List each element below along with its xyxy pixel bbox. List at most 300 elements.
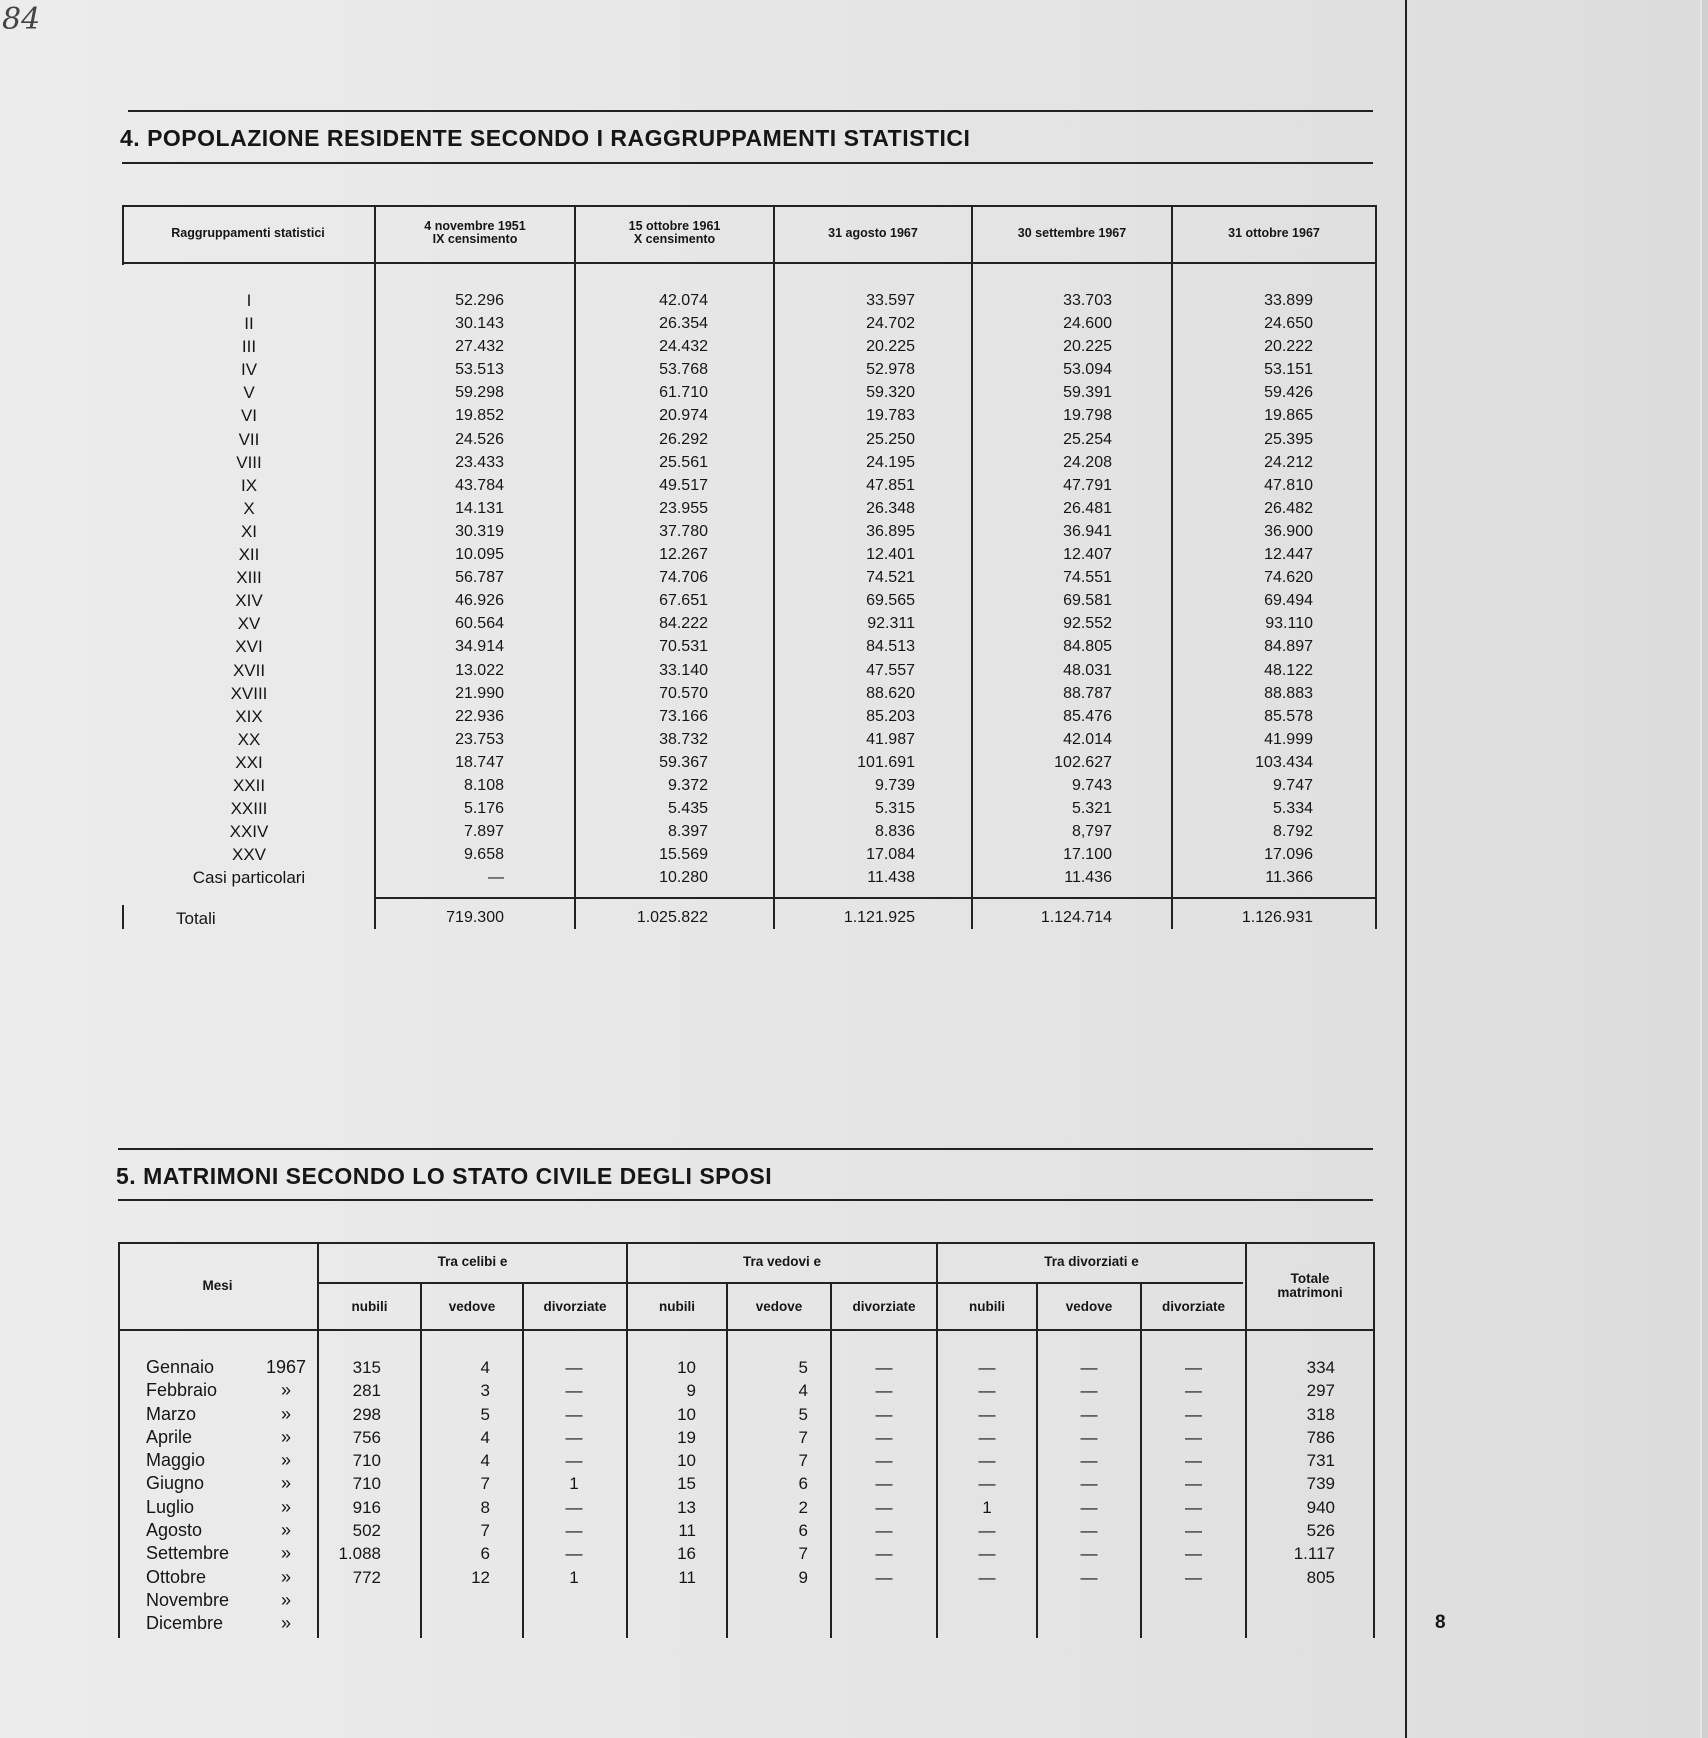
table-cell: 8.792 (1272, 823, 1313, 841)
table-cell: 5.435 (667, 800, 708, 818)
row-label: XXIV (229, 822, 269, 842)
table-cell: 24.702 (866, 315, 915, 333)
month-name: Agosto (146, 1520, 203, 1541)
table-cell: 772 (352, 1567, 381, 1587)
marriages-column (422, 1356, 490, 1636)
header-ottobre-1967: 31 ottobre 1967 (1228, 225, 1320, 240)
table-cell: 48.122 (1264, 661, 1313, 679)
table-cell: 5 (798, 1358, 808, 1377)
month-year: » (280, 1543, 291, 1564)
table-cell: — (1080, 1427, 1098, 1447)
table-cell: 13 (677, 1497, 696, 1517)
row-label: II (244, 314, 254, 334)
table-cell: — (1080, 1521, 1098, 1541)
table-cell: — (565, 1497, 583, 1517)
table-cell: 10 (677, 1404, 696, 1424)
table-cell: 24.650 (1264, 315, 1313, 333)
table-cell: — (488, 869, 504, 887)
table-cell: 74.706 (659, 569, 708, 587)
table-cell (938, 1589, 1036, 1612)
table-cell: 46.926 (455, 592, 504, 610)
table-cell: 8.397 (667, 823, 708, 841)
subheader-vedove: vedove (755, 1298, 803, 1314)
table-cell: 17.084 (866, 846, 915, 864)
table-cell: 10.280 (659, 869, 708, 887)
table-cell: 59.367 (659, 753, 708, 771)
table-cell: 8,797 (1071, 823, 1112, 841)
header-1951: 4 novembre 1951 IX censimento (424, 219, 526, 246)
table-cell: 4 (798, 1381, 808, 1401)
table-cell: — (978, 1474, 996, 1494)
table-cell: — (565, 1358, 583, 1377)
table-cell: 25.395 (1264, 430, 1313, 448)
subheader-vedove: vedove (448, 1298, 496, 1314)
row-label: VII (238, 429, 260, 449)
table-cell: 38.732 (659, 730, 708, 748)
table-cell: 5.334 (1272, 800, 1313, 818)
marriages-column (728, 1356, 808, 1636)
table-cell: — (875, 1451, 893, 1471)
row-label: XI (240, 521, 258, 541)
table-cell: 33.703 (1063, 292, 1112, 309)
table-cell (628, 1612, 696, 1635)
table-cell: 74.620 (1264, 569, 1313, 587)
table-cell: 1 (982, 1497, 992, 1517)
table-cell: 53.768 (659, 361, 708, 379)
table-cell: 85.476 (1063, 707, 1112, 725)
table-cell: 15 (677, 1474, 696, 1494)
table-cell (832, 1589, 936, 1612)
month-name: Marzo (146, 1403, 197, 1424)
population-table (122, 205, 1375, 929)
month-year: » (280, 1426, 291, 1447)
table-cell: — (1080, 1544, 1098, 1564)
table-cell: — (1185, 1474, 1202, 1494)
total-1961: 1.025.822 (636, 909, 708, 926)
table-cell: 88.620 (866, 684, 915, 702)
table-cell: 12.401 (866, 546, 915, 564)
month-year: 1967 (265, 1357, 307, 1377)
month-row (146, 1403, 326, 1426)
month-name: Maggio (146, 1450, 206, 1471)
row-label: XVI (235, 637, 263, 657)
row-label: XIV (235, 591, 263, 611)
table-cell: 88.883 (1264, 684, 1313, 702)
table-cell: 92.311 (867, 615, 915, 633)
table-cell: 70.531 (659, 638, 708, 656)
table-cell: — (978, 1358, 996, 1377)
table-cell: 24.208 (1063, 453, 1112, 471)
table-cell: — (875, 1474, 893, 1494)
table-cell: 59.391 (1063, 384, 1112, 402)
table-cell: 53.151 (1264, 361, 1313, 379)
table-cell: — (978, 1521, 996, 1541)
month-name: Luglio (146, 1496, 195, 1517)
subheader-vedove: vedove (1065, 1298, 1113, 1314)
table-cell: 6 (798, 1474, 808, 1494)
table-cell: 710 (352, 1451, 381, 1471)
table-cell: 41.987 (866, 730, 915, 748)
table-cell: 23.955 (659, 499, 708, 517)
table-cell: — (875, 1381, 893, 1401)
totals-label: Totali (176, 909, 216, 928)
table-cell: 21.990 (455, 684, 504, 702)
table-cell: 5.176 (463, 800, 504, 818)
table-cell: — (565, 1404, 583, 1424)
table-cell: — (1185, 1451, 1202, 1471)
table-cell: — (978, 1544, 996, 1564)
table-cell: 25.561 (659, 453, 708, 471)
page-edge (1702, 0, 1708, 1738)
row-label: I (246, 291, 252, 310)
table-cell: 17.096 (1264, 846, 1313, 864)
table-cell: 84.222 (659, 615, 708, 633)
table-cell: 281 (352, 1381, 381, 1401)
table-cell: 92.552 (1063, 615, 1112, 633)
table-cell: 1.088 (338, 1544, 381, 1564)
table-cell: 59.426 (1264, 384, 1313, 402)
month-row (146, 1566, 326, 1589)
table-cell (319, 1589, 381, 1612)
table-cell (728, 1612, 808, 1635)
table-cell: 26.292 (659, 430, 708, 448)
marriages-column (628, 1356, 696, 1636)
table-cell: 49.517 (659, 476, 708, 494)
header-mesi: Mesi (202, 1277, 233, 1293)
marriages-column (938, 1356, 1036, 1636)
table-cell: — (1080, 1381, 1098, 1401)
table-cell: 24.526 (455, 430, 504, 448)
table-cell: 101.691 (857, 753, 915, 771)
table-cell: 10.095 (455, 546, 504, 564)
row-label: IX (240, 475, 258, 495)
table-cell: 88.787 (1063, 684, 1112, 702)
page-fold-line (1405, 0, 1407, 1738)
table-header-line (122, 262, 1375, 264)
marriages-column (1038, 1356, 1140, 1636)
table-cell: 69.581 (1063, 592, 1112, 610)
table-cell: — (565, 1381, 583, 1401)
month-name: Gennaio (146, 1357, 215, 1377)
month-year: » (280, 1473, 291, 1494)
table-cell: 24.212 (1264, 453, 1313, 471)
table-cell: 47.810 (1264, 476, 1313, 494)
row-label: VI (240, 406, 258, 426)
table-cell: 11.438 (867, 869, 915, 887)
marriages-table (118, 1242, 1375, 1638)
table-cell: 9.747 (1272, 776, 1313, 794)
table-cell (524, 1612, 624, 1635)
table-cell: 7 (480, 1474, 490, 1494)
row-label: XII (238, 545, 260, 565)
table-cell: — (1185, 1404, 1202, 1424)
header-totale-matrimoni: Totale matrimoni (1277, 1270, 1343, 1300)
table-cell: 7 (798, 1544, 808, 1564)
month-name: Novembre (146, 1589, 230, 1610)
table-cell: 26.354 (659, 315, 708, 333)
table-cell: 756 (352, 1427, 381, 1447)
total-1951: 719.300 (446, 909, 504, 926)
table-cell: 36.895 (866, 522, 915, 540)
table-cell: 42.014 (1063, 730, 1112, 748)
table-cell: 23.753 (455, 730, 504, 748)
table-cell: 47.791 (1063, 476, 1112, 494)
table-cell: 334 (1306, 1358, 1335, 1377)
header-agosto-1967: 31 agosto 1967 (828, 225, 918, 240)
table-cell: 19 (677, 1427, 696, 1447)
row-labels (122, 289, 376, 889)
table-cell: 5 (798, 1404, 808, 1424)
section2-title: 5. MATRIMONI SECONDO LO STATO CIVILE DEGLI SPOSI (116, 1163, 773, 1189)
marriages-column (1247, 1356, 1335, 1636)
table-cell: 11.366 (1265, 869, 1313, 887)
table-cell: 7.897 (463, 823, 504, 841)
table-cell: 84.897 (1264, 638, 1313, 656)
header-tra-celibi: Tra celibi e (437, 1254, 508, 1269)
table-cell: 36.941 (1063, 522, 1112, 540)
table-cell: 916 (352, 1497, 381, 1517)
table-cell: — (978, 1427, 996, 1447)
table-cell (628, 1589, 696, 1612)
table-cell: 61.710 (659, 384, 708, 402)
table-cell: 26.481 (1063, 499, 1112, 517)
table-cell: 318 (1306, 1404, 1335, 1424)
row-label: XVIII (230, 683, 268, 703)
column-agosto-1967 (775, 289, 915, 889)
table-cell: 25.254 (1063, 430, 1112, 448)
table-cell: 9.658 (463, 846, 504, 864)
row-label: XXI (235, 752, 263, 772)
table-cell: — (1080, 1404, 1098, 1424)
column-ottobre-1967 (1173, 289, 1313, 889)
month-row (146, 1379, 326, 1402)
table-cell: 34.914 (455, 638, 504, 656)
table-cell: 3 (480, 1381, 490, 1401)
table-cell: 43.784 (455, 476, 504, 494)
table-right-line (1375, 205, 1377, 929)
table-cell (938, 1612, 1036, 1635)
table-cell (1247, 1612, 1335, 1635)
table-cell: 786 (1306, 1427, 1335, 1447)
table-cell: 102.627 (1054, 753, 1112, 771)
table-cell: — (875, 1521, 893, 1541)
table-cell: 33.140 (659, 661, 708, 679)
table-cell: 47.851 (866, 476, 915, 494)
table-cell: 52.296 (455, 292, 504, 309)
month-name: Dicembre (146, 1613, 224, 1634)
table-cell: 19.783 (866, 407, 915, 425)
table-cell: 20.225 (866, 338, 915, 356)
subheader-nubili: nubili (659, 1298, 695, 1314)
table-cell: 30.143 (455, 315, 504, 333)
table-cell: 42.074 (659, 292, 708, 309)
table-cell: 48.031 (1063, 661, 1112, 679)
table-cell: 41.999 (1264, 730, 1313, 748)
table-cell: 59.320 (866, 384, 915, 402)
table-cell: 297 (1306, 1381, 1335, 1401)
table-cell: 10 (677, 1451, 696, 1471)
month-year: » (280, 1520, 291, 1541)
total-agosto-1967: 1.121.925 (843, 909, 915, 926)
table-cell: 53.513 (455, 361, 504, 379)
table-cell: 59.298 (455, 384, 504, 402)
table-cell: 23.433 (455, 453, 504, 471)
table-cell: 53.094 (1063, 361, 1112, 379)
table-cell: 1 (569, 1474, 579, 1494)
month-row (146, 1542, 326, 1565)
table-cell: — (978, 1381, 996, 1401)
marriages-column (524, 1356, 624, 1636)
subheader-divorziate: divorziate (1161, 1298, 1226, 1314)
table-cell: 6 (480, 1544, 490, 1564)
table-cell: 9.743 (1071, 776, 1112, 794)
table-cell: 805 (1306, 1567, 1335, 1587)
table-cell: 103.434 (1255, 753, 1313, 771)
table-cell: 14.131 (455, 499, 504, 517)
month-year: » (280, 1496, 291, 1517)
table-cell: 85.578 (1264, 707, 1313, 725)
subheader-divorziate: divorziate (852, 1298, 916, 1314)
header-tra-divorziati: Tra divorziati e (1044, 1254, 1139, 1269)
month-name: Aprile (146, 1426, 193, 1447)
month-labels (146, 1356, 326, 1636)
table-cell: 74.551 (1063, 569, 1112, 587)
row-label: XXIII (230, 799, 268, 819)
table-cell: 502 (352, 1521, 381, 1541)
table-cell: — (1080, 1451, 1098, 1471)
table-cell: 33.899 (1264, 292, 1313, 309)
table-cell: 30.319 (455, 522, 504, 540)
table-cell: 9.372 (667, 776, 708, 794)
table-cell: 36.900 (1264, 522, 1313, 540)
table-cell: 9 (686, 1381, 696, 1401)
table-cell (728, 1589, 808, 1612)
subheader-nubili: nubili (351, 1298, 388, 1314)
marriages-column (832, 1356, 936, 1636)
table-cell: 67.651 (659, 592, 708, 610)
section1-title: 4. POPOLAZIONE RESIDENTE SECONDO I RAGGRUPPAMENTI STATISTICI (120, 125, 971, 151)
table-cell: — (1185, 1521, 1202, 1541)
table-cell: 710 (352, 1474, 381, 1494)
handwritten-page-mark: 84 (2, 2, 41, 37)
table-cell: — (1080, 1497, 1098, 1517)
row-label: III (241, 337, 257, 357)
table-cell: 7 (480, 1521, 490, 1541)
table-cell: 17.100 (1063, 846, 1112, 864)
table-cell: 69.494 (1264, 592, 1313, 610)
month-name: Febbraio (146, 1380, 218, 1401)
row-label: X (243, 498, 255, 518)
table-cell: 526 (1306, 1521, 1335, 1541)
column-1951 (376, 289, 504, 889)
month-row (146, 1356, 326, 1379)
header-1961: 15 ottobre 1961 X censimento (628, 219, 721, 246)
table-cell: 24.195 (866, 453, 915, 471)
month-year: » (280, 1403, 291, 1424)
table-cell: 27.432 (455, 338, 504, 356)
table-cell: 26.348 (866, 499, 915, 517)
table-cell: 4 (480, 1358, 490, 1377)
table-cell: 9 (798, 1567, 808, 1587)
row-label: XIII (236, 568, 262, 588)
section2-bottom-rule (118, 1199, 1373, 1201)
table-cell: 15.569 (659, 846, 708, 864)
table-cell: 11 (678, 1567, 696, 1587)
row-label: IV (240, 360, 258, 380)
table-cell: 11 (678, 1521, 696, 1541)
table-cell (1247, 1589, 1335, 1612)
total-settembre-1967: 1.124.714 (1040, 909, 1112, 926)
table-cell: 5.321 (1071, 800, 1112, 818)
table-cell: 52.978 (866, 361, 915, 379)
totals-separator-line (374, 897, 1375, 899)
table-cell: 315 (352, 1358, 381, 1377)
row-label: V (243, 383, 255, 403)
table-cell: — (875, 1404, 893, 1424)
month-year: » (280, 1613, 291, 1634)
table-cell (1142, 1589, 1245, 1612)
table-cell: 11.436 (1064, 869, 1112, 887)
table-cell: 73.166 (659, 707, 708, 725)
month-year: » (280, 1566, 291, 1587)
table-cell: 20.222 (1264, 338, 1313, 356)
table-cell: 22.936 (455, 707, 504, 725)
header-settembre-1967: 30 settembre 1967 (1017, 225, 1127, 240)
table-cell: 70.570 (659, 684, 708, 702)
table-cell: — (875, 1358, 893, 1377)
table-cell: 13.022 (455, 661, 504, 679)
table-cell: 5.315 (874, 800, 915, 818)
table-cell (319, 1612, 381, 1635)
table-cell: 24.432 (659, 338, 708, 356)
table-cell: 19.852 (455, 407, 504, 425)
table-cell: 8.108 (463, 776, 504, 794)
table-cell: 16 (677, 1544, 696, 1564)
table-cell: 12.407 (1063, 546, 1112, 564)
table-cell: — (565, 1544, 583, 1564)
table-cell: — (1185, 1567, 1202, 1587)
row-label: XVII (232, 660, 266, 680)
table-cell: — (1080, 1358, 1098, 1377)
table-cell: 6 (798, 1521, 808, 1541)
month-row (146, 1612, 326, 1635)
table-cell: 5 (480, 1404, 490, 1424)
table-cell: 7 (798, 1451, 808, 1471)
row-label: XV (237, 614, 261, 634)
table-cell: — (875, 1497, 893, 1517)
row-label: XXII (232, 775, 266, 795)
column-settembre-1967 (973, 289, 1112, 889)
table-cell: 19.798 (1063, 407, 1112, 425)
month-row (146, 1449, 326, 1472)
table-cell: — (978, 1567, 996, 1587)
total-ottobre-1967: 1.126.931 (1241, 909, 1313, 926)
table-cell (422, 1612, 490, 1635)
table-cell: — (1185, 1427, 1202, 1447)
table-cell: 1 (569, 1567, 579, 1587)
month-row (146, 1496, 326, 1519)
table-cell (832, 1612, 936, 1635)
table-cell: — (1185, 1381, 1202, 1401)
row-label: XXV (231, 845, 267, 865)
month-year: » (280, 1450, 291, 1471)
section1-bottom-rule (122, 162, 1373, 164)
table-cell: 84.513 (866, 638, 915, 656)
table-cell: 12.267 (659, 546, 708, 564)
table-cell: 24.600 (1063, 315, 1112, 333)
month-row (146, 1426, 326, 1449)
month-year: » (280, 1589, 291, 1610)
